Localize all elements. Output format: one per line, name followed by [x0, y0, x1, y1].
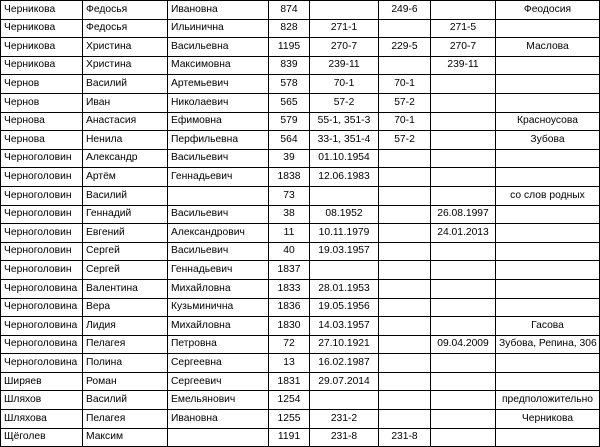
table-row — [1, 112, 600, 131]
patronymic-cell: Геннадьевич — [168, 261, 269, 280]
note-cell — [496, 279, 600, 298]
patronymic-cell: Кузьминична — [168, 298, 269, 317]
date-ref-cell: 27.10.1921 — [310, 335, 379, 354]
note-cell — [496, 168, 600, 187]
surname-cell: Чернова — [1, 112, 83, 131]
date-ref-cell: 16.02.1987 — [310, 354, 379, 373]
table-row — [1, 279, 600, 298]
date-ref-cell: 08.1952 — [310, 205, 379, 224]
given-name-cell: Иван — [83, 93, 168, 112]
table-row — [1, 242, 600, 261]
given-name-cell: Федосья — [83, 1, 168, 20]
note-cell: Красноусова — [496, 112, 600, 131]
table-row — [1, 224, 600, 243]
number-cell: 1836 — [269, 298, 310, 317]
table-row — [1, 391, 600, 410]
patronymic-cell: Сергеевич — [168, 372, 269, 391]
surname-cell: Чернов — [1, 75, 83, 94]
surname-cell: Чернова — [1, 131, 83, 150]
number-cell: 874 — [269, 1, 310, 20]
table-row — [1, 149, 600, 168]
ref-cell — [379, 391, 431, 410]
note-cell — [496, 56, 600, 75]
number-cell: 38 — [269, 205, 310, 224]
date-ref-cell: 57-2 — [310, 93, 379, 112]
number-cell: 73 — [269, 186, 310, 205]
death-date-cell — [431, 1, 496, 20]
date-ref-cell: 270-7 — [310, 38, 379, 57]
number-cell: 564 — [269, 131, 310, 150]
number-cell: 1195 — [269, 38, 310, 57]
surname-cell: Черноголовин — [1, 186, 83, 205]
patronymic-cell: Николаевич — [168, 93, 269, 112]
death-date-cell: 271-5 — [431, 19, 496, 38]
patronymic-cell: Перфильевна — [168, 131, 269, 150]
surname-cell: Ширяев — [1, 372, 83, 391]
surname-cell: Черникова — [1, 1, 83, 20]
patronymic-cell: Васильевич — [168, 205, 269, 224]
number-cell: 40 — [269, 242, 310, 261]
note-cell — [496, 93, 600, 112]
surname-cell: Черникова — [1, 19, 83, 38]
note-cell — [496, 372, 600, 391]
date-ref-cell: 231-8 — [310, 428, 379, 447]
ref-cell: 57-2 — [379, 93, 431, 112]
ref-cell: 249-6 — [379, 1, 431, 20]
patronymic-cell: Максимовна — [168, 56, 269, 75]
number-cell: 839 — [269, 56, 310, 75]
note-cell: Зубова — [496, 131, 600, 150]
patronymic-cell: Ефимовна — [168, 112, 269, 131]
ref-cell — [379, 19, 431, 38]
surname-cell: Шляхова — [1, 410, 83, 429]
surname-cell: Черноголовин — [1, 224, 83, 243]
ref-cell — [379, 298, 431, 317]
patronymic-cell: Ильинична — [168, 19, 269, 38]
patronymic-cell: Александрович — [168, 224, 269, 243]
ref-cell: 57-2 — [379, 131, 431, 150]
patronymic-cell: Васильевич — [168, 149, 269, 168]
ref-cell: 229-5 — [379, 38, 431, 57]
given-name-cell: Геннадий — [83, 205, 168, 224]
given-name-cell: Ненила — [83, 131, 168, 150]
note-cell: предположительно — [496, 391, 600, 410]
ref-cell — [379, 317, 431, 336]
patronymic-cell: Сергеевна — [168, 354, 269, 373]
ref-cell — [379, 224, 431, 243]
surname-cell: Шляхов — [1, 391, 83, 410]
patronymic-cell: Геннадьевич — [168, 168, 269, 187]
date-ref-cell — [310, 1, 379, 20]
given-name-cell: Анастасия — [83, 112, 168, 131]
table-row — [1, 56, 600, 75]
surname-cell: Черноголовин — [1, 205, 83, 224]
death-date-cell: 24.01.2013 — [431, 224, 496, 243]
note-cell: со слов родных — [496, 186, 600, 205]
number-cell: 578 — [269, 75, 310, 94]
patronymic-cell: Васильевич — [168, 242, 269, 261]
given-name-cell: Сергей — [83, 261, 168, 280]
surname-cell: Черноголовина — [1, 335, 83, 354]
patronymic-cell: Емельянович — [168, 391, 269, 410]
surname-cell: Черноголовин — [1, 261, 83, 280]
date-ref-cell — [310, 391, 379, 410]
given-name-cell: Василий — [83, 391, 168, 410]
given-name-cell: Валентина — [83, 279, 168, 298]
number-cell: 39 — [269, 149, 310, 168]
ref-cell — [379, 205, 431, 224]
ref-cell — [379, 279, 431, 298]
date-ref-cell: 239-11 — [310, 56, 379, 75]
date-ref-cell: 271-1 — [310, 19, 379, 38]
records-table-body — [1, 1, 600, 447]
note-cell — [496, 224, 600, 243]
death-date-cell — [431, 168, 496, 187]
surname-cell: Черноголовин — [1, 168, 83, 187]
note-cell: Черникова — [496, 410, 600, 429]
ref-cell — [379, 149, 431, 168]
date-ref-cell: 14.03.1957 — [310, 317, 379, 336]
date-ref-cell: 28.01.1953 — [310, 279, 379, 298]
given-name-cell: Христина — [83, 56, 168, 75]
death-date-cell — [431, 261, 496, 280]
death-date-cell — [431, 112, 496, 131]
given-name-cell: Роман — [83, 372, 168, 391]
death-date-cell: 26.08.1997 — [431, 205, 496, 224]
given-name-cell: Вера — [83, 298, 168, 317]
death-date-cell — [431, 354, 496, 373]
given-name-cell: Пелагея — [83, 335, 168, 354]
surname-cell: Черникова — [1, 38, 83, 57]
given-name-cell: Артём — [83, 168, 168, 187]
death-date-cell — [431, 186, 496, 205]
number-cell: 828 — [269, 19, 310, 38]
number-cell: 1837 — [269, 261, 310, 280]
given-name-cell: Сергей — [83, 242, 168, 261]
given-name-cell: Василий — [83, 75, 168, 94]
number-cell: 1191 — [269, 428, 310, 447]
note-cell — [496, 149, 600, 168]
patronymic-cell — [168, 186, 269, 205]
death-date-cell — [431, 410, 496, 429]
note-cell — [496, 75, 600, 94]
given-name-cell: Пелагея — [83, 410, 168, 429]
ref-cell — [379, 56, 431, 75]
given-name-cell: Федосья — [83, 19, 168, 38]
patronymic-cell: Михайловна — [168, 279, 269, 298]
table-row — [1, 354, 600, 373]
death-date-cell: 09.04.2009 — [431, 335, 496, 354]
date-ref-cell: 55-1, 351-3 — [310, 112, 379, 131]
date-ref-cell: 10.11.1979 — [310, 224, 379, 243]
death-date-cell — [431, 75, 496, 94]
ref-cell — [379, 168, 431, 187]
date-ref-cell: 19.05.1956 — [310, 298, 379, 317]
surname-cell: Черноголовина — [1, 279, 83, 298]
table-row — [1, 335, 600, 354]
surname-cell: Черноголовин — [1, 149, 83, 168]
note-cell — [496, 242, 600, 261]
note-cell — [496, 354, 600, 373]
table-row — [1, 38, 600, 57]
note-cell — [496, 205, 600, 224]
table-row — [1, 75, 600, 94]
ref-cell — [379, 242, 431, 261]
patronymic-cell: Ивановна — [168, 410, 269, 429]
number-cell: 579 — [269, 112, 310, 131]
table-row — [1, 131, 600, 150]
date-ref-cell: 01.10.1954 — [310, 149, 379, 168]
number-cell: 13 — [269, 354, 310, 373]
patronymic-cell: Михайловна — [168, 317, 269, 336]
given-name-cell: Максим — [83, 428, 168, 447]
ref-cell — [379, 335, 431, 354]
date-ref-cell: 33-1, 351-4 — [310, 131, 379, 150]
table-row — [1, 168, 600, 187]
number-cell: 72 — [269, 335, 310, 354]
number-cell: 1830 — [269, 317, 310, 336]
date-ref-cell — [310, 261, 379, 280]
number-cell: 1831 — [269, 372, 310, 391]
note-cell — [496, 298, 600, 317]
table-row — [1, 298, 600, 317]
table-row — [1, 93, 600, 112]
date-ref-cell: 19.03.1957 — [310, 242, 379, 261]
table-row — [1, 261, 600, 280]
note-cell: Маслова — [496, 38, 600, 57]
death-date-cell: 239-11 — [431, 56, 496, 75]
note-cell — [496, 261, 600, 280]
table-row — [1, 205, 600, 224]
death-date-cell — [431, 298, 496, 317]
note-cell: Зубова, Репина, 306 — [496, 335, 600, 354]
ref-cell — [379, 410, 431, 429]
ref-cell: 70-1 — [379, 75, 431, 94]
surname-cell: Черноголовин — [1, 242, 83, 261]
surname-cell: Черноголовина — [1, 317, 83, 336]
given-name-cell: Лидия — [83, 317, 168, 336]
table-row — [1, 372, 600, 391]
number-cell: 11 — [269, 224, 310, 243]
date-ref-cell: 231-2 — [310, 410, 379, 429]
patronymic-cell: Петровна — [168, 335, 269, 354]
given-name-cell: Василий — [83, 186, 168, 205]
death-date-cell — [431, 372, 496, 391]
ref-cell: 231-8 — [379, 428, 431, 447]
ref-cell: 70-1 — [379, 112, 431, 131]
death-date-cell — [431, 131, 496, 150]
surname-cell: Черникова — [1, 56, 83, 75]
number-cell: 565 — [269, 93, 310, 112]
date-ref-cell — [310, 186, 379, 205]
death-date-cell — [431, 149, 496, 168]
note-cell — [496, 19, 600, 38]
table-row — [1, 317, 600, 336]
number-cell: 1255 — [269, 410, 310, 429]
patronymic-cell: Артемьевич — [168, 75, 269, 94]
death-date-cell — [431, 317, 496, 336]
ref-cell — [379, 354, 431, 373]
patronymic-cell: Ивановна — [168, 1, 269, 20]
given-name-cell: Христина — [83, 38, 168, 57]
death-date-cell — [431, 391, 496, 410]
surname-cell: Чернов — [1, 93, 83, 112]
given-name-cell: Александр — [83, 149, 168, 168]
number-cell: 1833 — [269, 279, 310, 298]
death-date-cell — [431, 93, 496, 112]
given-name-cell: Евгений — [83, 224, 168, 243]
date-ref-cell: 70-1 — [310, 75, 379, 94]
death-date-cell: 270-7 — [431, 38, 496, 57]
ref-cell — [379, 261, 431, 280]
death-date-cell — [431, 242, 496, 261]
table-row — [1, 410, 600, 429]
table-row — [1, 1, 600, 20]
date-ref-cell: 29.07.2014 — [310, 372, 379, 391]
patronymic-cell: Васильевна — [168, 38, 269, 57]
death-date-cell — [431, 279, 496, 298]
ref-cell — [379, 186, 431, 205]
surname-cell: Черноголовина — [1, 298, 83, 317]
given-name-cell: Полина — [83, 354, 168, 373]
date-ref-cell: 12.06.1983 — [310, 168, 379, 187]
surname-cell: Щёголев — [1, 428, 83, 447]
note-cell: Феодосия — [496, 1, 600, 20]
table-row — [1, 186, 600, 205]
table-row — [1, 19, 600, 38]
number-cell: 1254 — [269, 391, 310, 410]
number-cell: 1838 — [269, 168, 310, 187]
surname-cell: Черноголовина — [1, 354, 83, 373]
ref-cell — [379, 372, 431, 391]
note-cell: Гасова — [496, 317, 600, 336]
